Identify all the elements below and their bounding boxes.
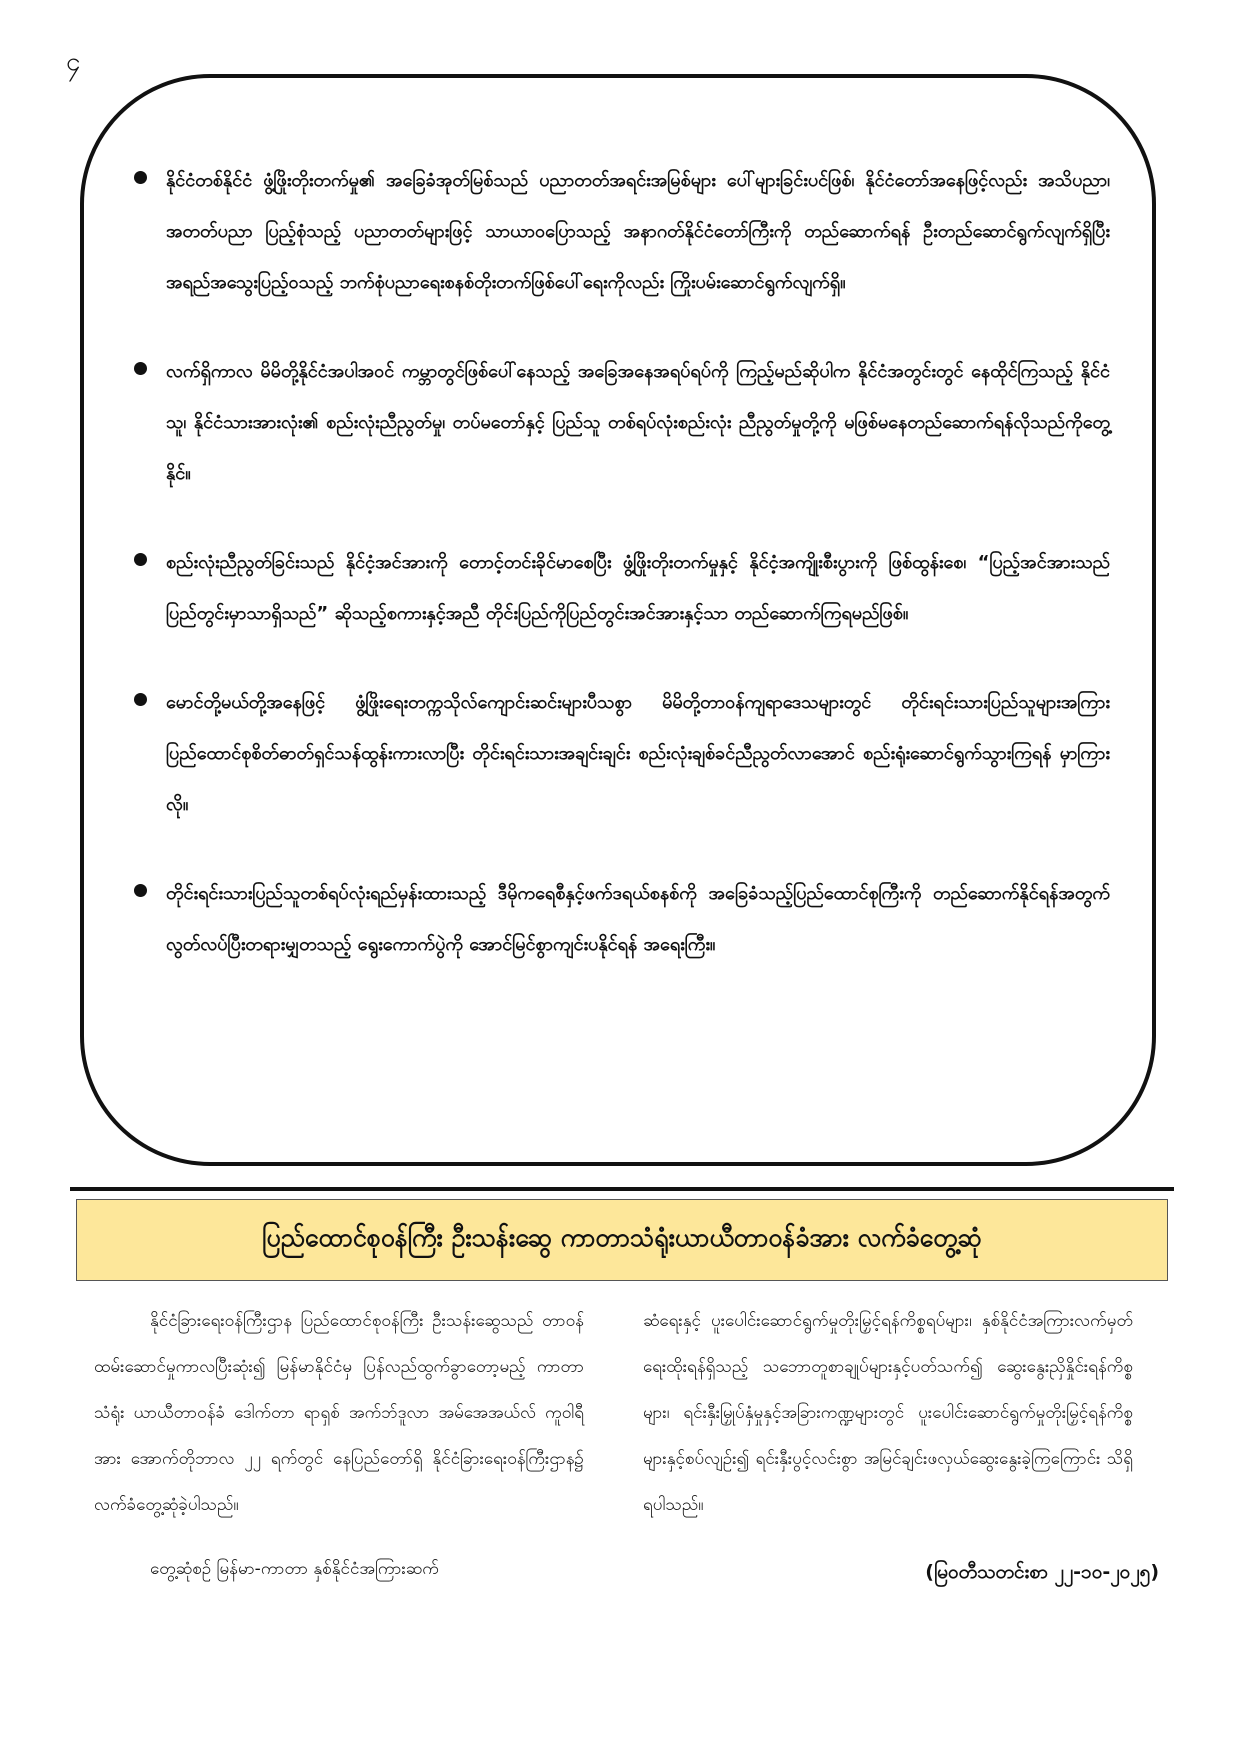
bullet-icon xyxy=(134,884,147,897)
bullet-icon xyxy=(134,553,147,566)
article-column-left xyxy=(94,1298,584,1610)
list-item xyxy=(130,868,1110,970)
bullet-icon xyxy=(134,362,147,375)
section-divider xyxy=(70,1187,1174,1191)
bullet-icon xyxy=(134,171,147,184)
bullet-text: နိုင်ငံတစ်နိုင်ငံ ဖွံ့ဖြိုးတိုးတက်မှု၏ အခြေခံအုတ်မြစ်သည် ပညာတတ်အရင်းအမြစ်များ ပေါ်များခြင်းပင်ဖြစ်၊ နိုင်ငံတော်အနေဖြင့်လည်း အသိပညာ၊ အတတ်ပညာ ပြည့်စုံသည့် ပညာတတ်များဖြင့် သာယာဝပြောသည့် အနာဂတ်နိုင်ငံတော်ကြီးကို တည်ဆောက်ရန် ဦးတည်ဆောင်ရွက်လျက်ရှိပြီး အရည်အသွေးပြည့်ဝသည့် ဘက်စုံပညာရေးစနစ်တိုးတက်ဖြစ်ပေါ်ရေးကိုလည်း ကြိုးပမ်းဆောင်ရွက်လျက်ရှိ။ xyxy=(166,170,1110,293)
list-item xyxy=(130,346,1110,499)
article-source: (မြဝတီသတင်းစာ ၂၂-၁၀-၂၀၂၅) xyxy=(925,1561,1159,1583)
bullet-text: မောင်တို့မယ်တို့အနေဖြင့် ဖွံ့ဖြိုးရေးတက္ကသိုလ်ကျောင်းဆင်းများပီသစွာ မိမိတို့တာဝန်ကျရာဒေသများတွင် တိုင်းရင်းသားပြည်သူများအကြား ပြည်ထောင်စုစိတ်ဓာတ်ရှင်သန်ထွန်းကားလာပြီး တိုင်းရင်းသားအချင်းချင်း စည်းလုံးချစ်ခင်ညီညွတ်လာအောင် စည်းရုံးဆောင်ရွက်သွားကြရန် မှာကြားလို။ xyxy=(166,692,1110,815)
bullet-icon xyxy=(134,693,147,706)
article-column-right xyxy=(643,1298,1133,1546)
bullet-text: လက်ရှိကာလ မိမိတို့နိုင်ငံအပါအဝင် ကမ္ဘာတွင်ဖြစ်ပေါ်နေသည့် အခြေအနေအရပ်ရပ်ကို ကြည့်မည်ဆိုပါက နိုင်ငံအတွင်းတွင် နေထိုင်ကြသည့် နိုင်ငံသူ၊ နိုင်ငံသားအားလုံး၏ စည်းလုံးညီညွတ်မှု၊ တပ်မတော်နှင့် ပြည်သူ တစ်ရပ်လုံးစည်းလုံး ညီညွတ်မှုတို့ကို မဖြစ်မနေတည်ဆောက်ရန်လိုသည်ကိုတွေ့နိုင်။ xyxy=(166,361,1110,484)
list-item xyxy=(130,537,1110,639)
bullet-list xyxy=(130,155,1110,1008)
list-item xyxy=(130,155,1110,308)
list-item xyxy=(130,677,1110,830)
article-paragraph: တွေ့ဆုံစဉ် မြန်မာ-ကာတာ နှစ်နိုင်ငံအကြားဆက် xyxy=(150,1559,439,1579)
page-number: ၄ xyxy=(66,47,81,77)
article-headline: ပြည်ထောင်စုဝန်ကြီး ဦးသန်းဆွေ ကာတာသံရုံးယာယီတာဝန်ခံအား လက်ခံတွေ့ဆုံ xyxy=(262,1222,982,1252)
bullet-text: စည်းလုံးညီညွတ်ခြင်းသည် နိုင်ငံ့အင်အားကို တောင့်တင်းခိုင်မာစေပြီး ဖွံ့ဖြိုးတိုးတက်မှုနှင့် နိုင်ငံ့အကျိုးစီးပွားကို ဖြစ်ထွန်းစေ၊ “ပြည့်အင်အားသည် ပြည်တွင်းမှာသာရှိသည်” ဆိုသည့်စကားနှင့်အညီ တိုင်းပြည်ကိုပြည်တွင်းအင်အားနှင့်သာ တည်ဆောက်ကြရမည်ဖြစ်။ xyxy=(166,552,1110,624)
article-headline-banner xyxy=(76,1199,1168,1281)
article-paragraph: ဆံရေးနှင့် ပူးပေါင်းဆောင်ရွက်မှုတိုးမြှင့်ရန်ကိစ္စရပ်များ၊ နှစ်နိုင်ငံအကြားလက်မှတ်ရေးထိုးရန်ရှိသည့် သဘောတူစာချုပ်များနှင့်ပတ်သက်၍ ဆွေးနွေးညှိနှိုင်းရန်ကိစ္စများ၊ ရင်းနှီးမြှုပ်နှံမှုနှင့်အခြားကဏ္ဍများတွင် ပူးပေါင်းဆောင်ရွက်မှုတိုးမြှင့်ရန်ကိစ္စများနှင့်စပ်လျဉ်း၍ ရင်းနှီးပွင့်လင်းစွာ အမြင်ချင်းဖလှယ်ဆွေးနွေးခဲ့ကြကြောင်း သိရှိရပါသည်။ xyxy=(643,1311,1133,1515)
bullet-text: တိုင်းရင်းသားပြည်သူတစ်ရပ်လုံးရည်မှန်းထားသည့် ဒီမိုကရေစီနှင့်ဖက်ဒရယ်စနစ်ကို အခြေခံသည့်ပြည်ထောင်စုကြီးကို တည်ဆောက်နိုင်ရန်အတွက် လွတ်လပ်ပြီးတရားမျှတသည့် ရွေးကောက်ပွဲကို အောင်မြင်စွာကျင်းပနိုင်ရန် အရေးကြီး။ xyxy=(166,883,1110,955)
article-paragraph: နိုင်ငံခြားရေးဝန်ကြီးဌာန ပြည်ထောင်စုဝန်ကြီး ဦးသန်းဆွေသည် တာဝန်ထမ်းဆောင်မှုကာလပြီးဆုံး၍ မြန်မာနိုင်ငံမှ ပြန်လည်ထွက်ခွာတော့မည့် ကာတာသံရုံး ယာယီတာဝန်ခံ ဒေါက်တာ ရာရှစ် အက်ဘ်ဒူလာ အမ်အေအယ်လ် ကူဝါရီအား အောက်တိုဘာလ ၂၂ ရက်တွင် နေပြည်တော်ရှိ နိုင်ငံခြားရေးဝန်ကြီးဌာန၌ လက်ခံတွေ့ဆုံခဲ့ပါသည်။ xyxy=(94,1311,584,1515)
